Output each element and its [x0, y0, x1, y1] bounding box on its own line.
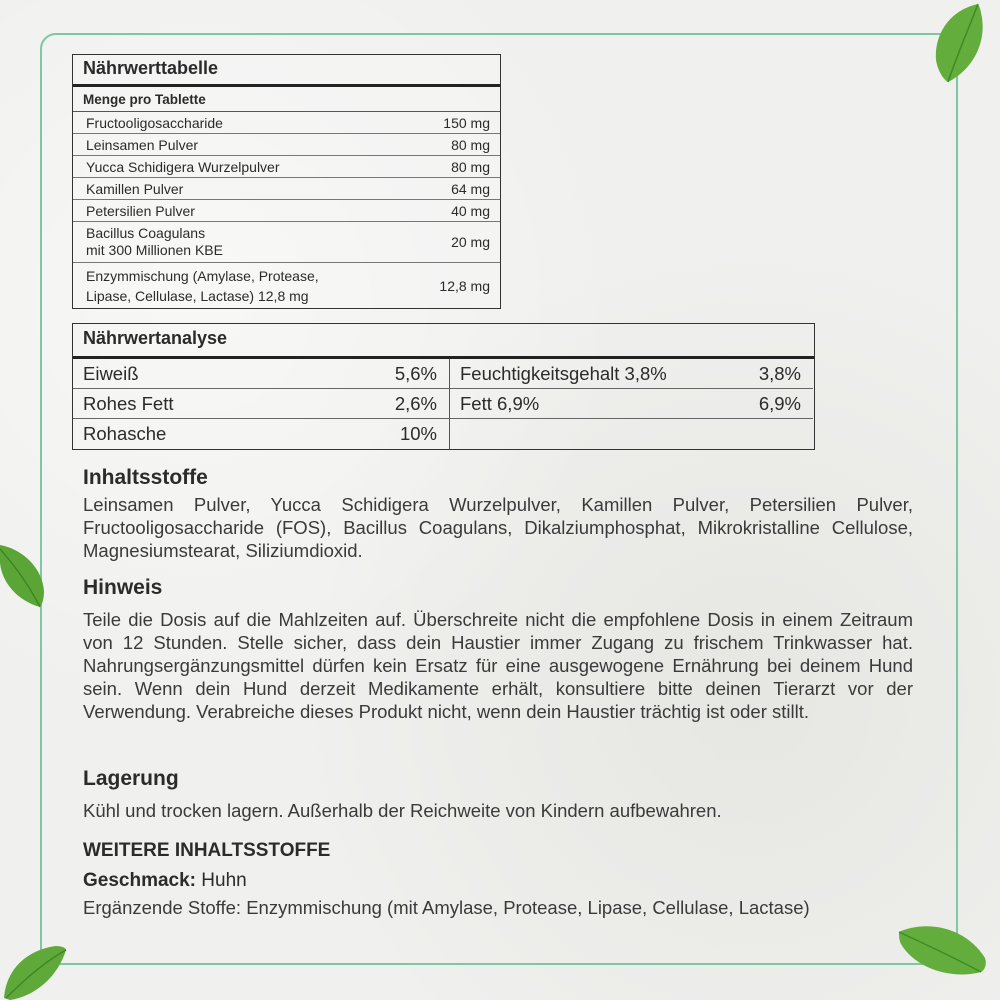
row-name-line2: Lipase, Cellulase, Lactase) 12,8 mg: [86, 287, 309, 304]
table-row: [73, 389, 449, 419]
flavor-label: Geschmack:: [83, 870, 197, 891]
row-name-line2: mit 300 Millionen KBE: [86, 242, 223, 258]
table-row: [450, 389, 813, 419]
leaf-icon: [895, 918, 990, 986]
row-name: Rohes Fett: [83, 392, 174, 414]
table-row: [73, 112, 500, 134]
leaf-icon: [0, 535, 50, 615]
nutrition-table: [72, 54, 501, 309]
row-name-line1: Enzymmischung (Amylase, Protease,: [86, 267, 319, 284]
analysis-table: [72, 323, 815, 450]
nutrition-table-subtitle: Menge pro Tablette: [73, 87, 500, 112]
table-row: [73, 222, 500, 263]
row-value: 5,6%: [394, 362, 437, 384]
leaf-icon: [0, 940, 70, 1000]
row-name: Kamillen Pulver: [86, 180, 184, 197]
ingredients-heading: Inhaltsstoffe: [83, 466, 208, 489]
notice-heading: Hinweis: [83, 576, 163, 599]
table-row: [73, 419, 449, 449]
flavor-line: [83, 870, 913, 892]
additives-text: Ergänzende Stoffe: Enzymmischung (mit Amylase, Protease, Lipase, Cellulase, Lactase): [83, 897, 810, 918]
more-ingredients-section: [83, 840, 913, 919]
table-row-empty: [450, 419, 813, 449]
row-value: 64 mg: [451, 180, 490, 197]
nutrition-table-title: Nährwerttabelle: [73, 55, 500, 87]
row-name: Eiweiß: [83, 362, 139, 384]
row-name: [86, 225, 223, 259]
row-value: 12,8 mg: [439, 277, 490, 294]
row-value: 2,6%: [394, 392, 437, 414]
row-value: 150 mg: [443, 114, 490, 131]
row-value: 80 mg: [451, 158, 490, 175]
ingredients-section: [83, 466, 913, 562]
leaf-icon: [920, 0, 992, 90]
table-row: [73, 156, 500, 178]
table-row: [73, 200, 500, 222]
analysis-left-column: [73, 359, 450, 449]
row-name: Petersilien Pulver: [86, 202, 195, 219]
storage-section: [83, 767, 722, 822]
row-value: 20 mg: [451, 233, 490, 250]
row-value: 3,8%: [758, 362, 801, 384]
row-name: Feuchtigkeitsgehalt 3,8%: [460, 362, 667, 384]
storage-heading: Lagerung: [83, 767, 179, 790]
more-ingredients-heading: WEITERE INHALTSSTOFFE: [83, 840, 331, 861]
flavor-value: Huhn: [201, 870, 247, 891]
row-name: Fructooligosaccharide: [86, 114, 223, 131]
table-row: [73, 359, 449, 389]
row-value: 40 mg: [451, 202, 490, 219]
row-name: Rohasche: [83, 423, 167, 444]
table-row: [73, 263, 500, 308]
analysis-table-title: Nährwertanalyse: [73, 324, 814, 359]
table-row: [73, 178, 500, 200]
row-name: Yucca Schidigera Wurzelpulver: [86, 158, 280, 175]
row-value: 6,9%: [758, 392, 801, 414]
table-row: [450, 359, 813, 389]
analysis-right-column: [450, 359, 813, 449]
table-row: [73, 134, 500, 156]
storage-text: Kühl und trocken lagern. Außerhalb der Reichweite von Kindern aufbewahren.: [83, 800, 722, 821]
row-name: Fett 6,9%: [460, 392, 540, 414]
row-name: [86, 266, 319, 306]
notice-section: [83, 576, 913, 723]
row-value: 10%: [399, 423, 437, 444]
row-value: 80 mg: [451, 136, 490, 153]
row-name: Leinsamen Pulver: [86, 136, 199, 153]
row-name-line1: Bacillus Coagulans: [86, 225, 206, 241]
notice-text: Teile die Dosis auf die Mahlzeiten auf. Überschreite nicht die empfohlene Dosis in einem Zeitraum von 12 Stunden. Stelle sicher, dass dein Haustier immer Zugang zu frischem Trinkwasser hat. Nahrungsergänzungsmittel dürfen kein Ersatz für eine ausgewogene Ernährung bei deinem Hund sein. Wenn dein Hund derzeit Medikamente erhält, konsultiere bitte deinen Tierarzt vor der Verwendung. Verabreiche dieses Produkt nicht, wenn dein Haustier trächtig ist oder stillt.: [83, 609, 913, 722]
ingredients-text: Leinsamen Pulver, Yucca Schidigera Wurzelpulver, Kamillen Pulver, Petersilien Pulver, Fructooligosaccharide (FOS), Bacillus Coagulans, Dikalziumphosphat, Mikrokristalline Cellulose, Magnesiumstearat, Siliziumdioxid.: [83, 494, 913, 561]
